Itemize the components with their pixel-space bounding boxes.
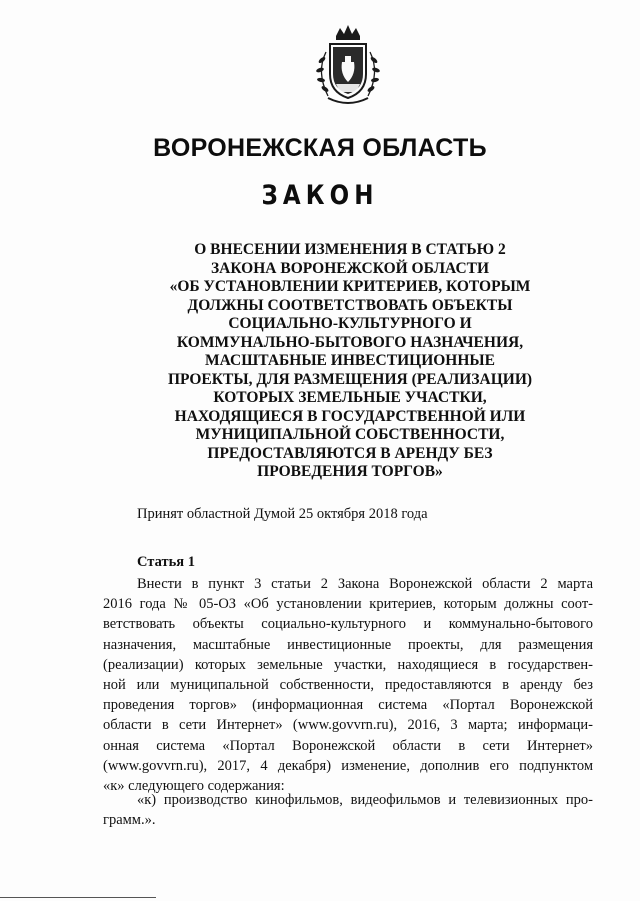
article-heading: Статья 1 (137, 554, 195, 570)
law-title (150, 241, 550, 482)
article-line: области в сети Интернет» (www.govvrn.ru), 2016, 3 марта; информаци- (103, 717, 593, 734)
article-line: ной или муниципальной собственности, предоставляются в аренду без (103, 677, 593, 694)
footer-divider (0, 897, 156, 898)
article-line: (www.govvrn.ru), 2017, 4 декабря) изменение, дополнив его подпунктом (103, 757, 593, 774)
region-title: ВОРОНЕЖСКАЯ ОБЛАСТЬ (153, 134, 487, 162)
law-title-line: ДОЛЖНЫ СООТВЕТСТВОВАТЬ ОБЪЕКТЫ (187, 296, 513, 314)
article-line: ветствовать объекты социально-культурного и коммунально-бытового (103, 616, 593, 633)
law-title-line: МАСШТАБНЫЕ ИНВЕСТИЦИОННЫЕ (205, 352, 495, 369)
article-line: «к» следующего содержания: (103, 778, 285, 795)
article-line: назначения, масштабные инвестиционные проекты, для размещения (103, 636, 593, 653)
law-title-line: О ВНЕСЕНИИ ИЗМЕНЕНИЯ В СТАТЬЮ 2 (194, 241, 506, 258)
article-line: Внести в пункт 3 статьи 2 Закона Воронежской области 2 марта (137, 576, 593, 592)
law-title-line: «ОБ УСТАНОВЛЕНИИ КРИТЕРИЕВ, КОТОРЫМ (169, 278, 531, 295)
coat-of-arms-icon (306, 22, 390, 110)
quote-line: «к) производство кинофильмов, видеофильмов и телевизионных про- (137, 792, 593, 808)
article-line: онная система «Портал Воронежской области в сети Интернет» (103, 737, 593, 754)
law-title-line: ПРЕДОСТАВЛЯЮТСЯ В АРЕНДУ БЕЗ (207, 444, 493, 462)
law-title-line: НАХОДЯЩИЕСЯ В ГОСУДАРСТВЕННОЙ ИЛИ (174, 407, 526, 425)
amendment-quote (103, 790, 593, 830)
law-title-line: КОТОРЫХ ЗЕМЕЛЬНЫЕ УЧАСТКИ, (213, 389, 487, 406)
article-line: 2016 года № 05-ОЗ «Об установлении критериев, которым должны соот- (103, 596, 593, 613)
law-title-line: ПРОЕКТЫ, ДЛЯ РАЗМЕЩЕНИЯ (РЕАЛИЗАЦИИ) (167, 370, 533, 388)
law-title-line: ПРОВЕДЕНИЯ ТОРГОВ» (257, 463, 443, 480)
document-type: ЗАКОН (261, 180, 379, 211)
law-title-line: ЗАКОНА ВОРОНЕЖСКОЙ ОБЛАСТИ (210, 259, 490, 277)
article-line: проведения торгов» (информационная система «Портал Воронежской (103, 697, 593, 714)
article-body (103, 574, 593, 796)
law-title-line: МУНИЦИПАЛЬНОЙ СОБСТВЕННОСТИ, (195, 426, 505, 443)
quote-line: грамм.». (103, 812, 156, 829)
article-line: (реализации) которых земельные участки, находящиеся в государствен- (103, 656, 593, 673)
adoption-note: Принят областной Думой 25 октября 2018 года (137, 506, 428, 522)
law-title-line: КОММУНАЛЬНО-БЫТОВОГО НАЗНАЧЕНИЯ, (176, 333, 524, 351)
law-title-line: СОЦИАЛЬНО-КУЛЬТУРНОГО И (228, 315, 472, 332)
